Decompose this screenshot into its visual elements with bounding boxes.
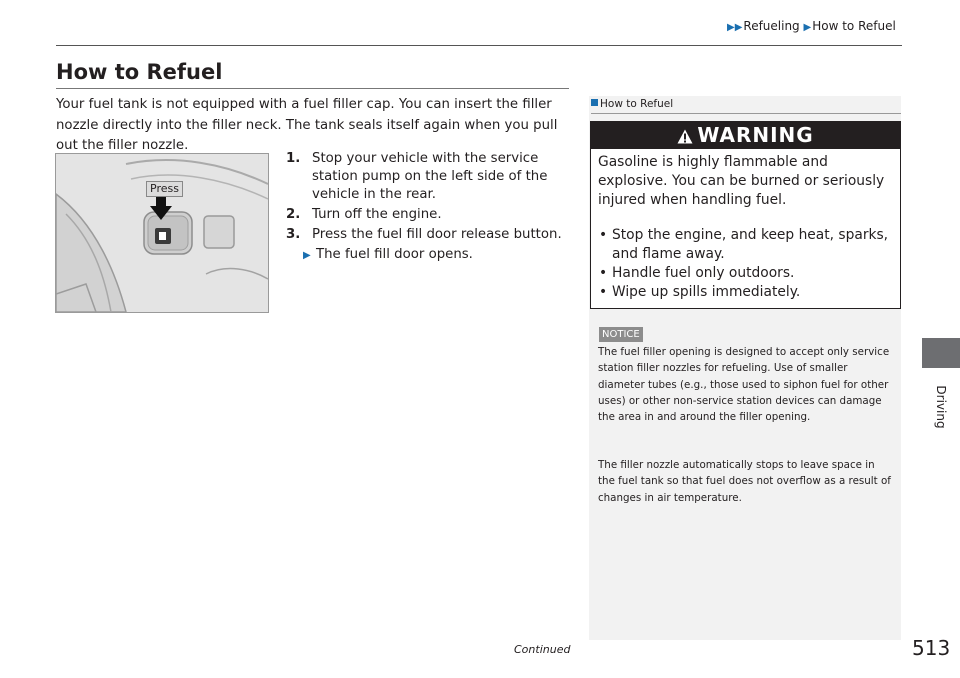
breadcrumb [727, 19, 896, 33]
chapter-tab-label[interactable] [929, 370, 953, 440]
step-2 [286, 206, 576, 224]
square-bullet-icon [591, 99, 598, 106]
warning-list [598, 226, 896, 302]
warning-text: Gasoline is highly flammable and explosive. You can be burned or seriously injured when handling fuel. [598, 154, 885, 208]
step-text: Turn off the engine. [312, 207, 442, 222]
step-text: Press the fuel fill door release button. [312, 227, 562, 242]
warning-item: • Stop the engine, and keep heat, sparks, and flame away. [598, 226, 896, 264]
continued-label: Continued [514, 643, 571, 656]
breadcrumb-refueling[interactable]: Refueling [743, 19, 800, 33]
header-divider [56, 45, 902, 46]
note-text: The filler nozzle automatically stops to leave space in the fuel tank so that fuel does not overflow as a result of changes in air temperature. [598, 459, 891, 504]
breadcrumb-how-to-refuel[interactable]: How to Refuel [812, 19, 896, 33]
notice-badge: NOTICE [599, 327, 643, 342]
chapter-tab-marker[interactable] [922, 338, 960, 368]
warning-triangle-icon [677, 129, 693, 144]
breadcrumb-arrow-icon: ▶ [803, 22, 812, 33]
step-number: 2. [286, 207, 301, 222]
title-divider [56, 88, 569, 89]
step-3-result-text: The fuel fill door opens. [316, 247, 473, 262]
side-divider [591, 113, 901, 114]
side-heading [591, 98, 673, 110]
steps-list [286, 150, 576, 264]
warning-header [591, 122, 900, 149]
breadcrumb-arrow-icon: ▶▶ [727, 22, 743, 33]
step-text: Stop your vehicle with the service station pump on the left side of the vehicle in the rear. [312, 151, 548, 202]
warning-item: • Handle fuel only outdoors. [598, 264, 896, 283]
fuel-door-button-illustration [55, 153, 269, 313]
step-3-result [286, 246, 576, 264]
notice-text: The fuel filler opening is designed to accept only service station filler nozzles for refueling. Use of smaller diameter tubes (e.g., those used to siphon fuel for other uses) or other non-service station devices can damage the area in and around the filler opening. [598, 346, 890, 424]
result-arrow-icon: ▶ [303, 250, 311, 261]
intro-paragraph: Your fuel tank is not equipped with a fuel filler cap. You can insert the filler nozzle directly into the filler neck. The tank seals itself again when you pull out the filler nozzle. [56, 97, 558, 153]
step-1 [286, 150, 576, 204]
step-3 [286, 226, 576, 244]
side-heading-text: How to Refuel [600, 98, 674, 110]
warning-title: WARNING [697, 123, 814, 147]
page-title: How to Refuel [56, 60, 223, 84]
step-number: 1. [286, 151, 301, 166]
page-number: 513 [912, 636, 951, 660]
figure-label-press: Press [146, 181, 183, 197]
chapter-tab-text: Driving [934, 385, 948, 429]
step-number: 3. [286, 227, 301, 242]
warning-item: • Wipe up spills immediately. [598, 283, 896, 302]
